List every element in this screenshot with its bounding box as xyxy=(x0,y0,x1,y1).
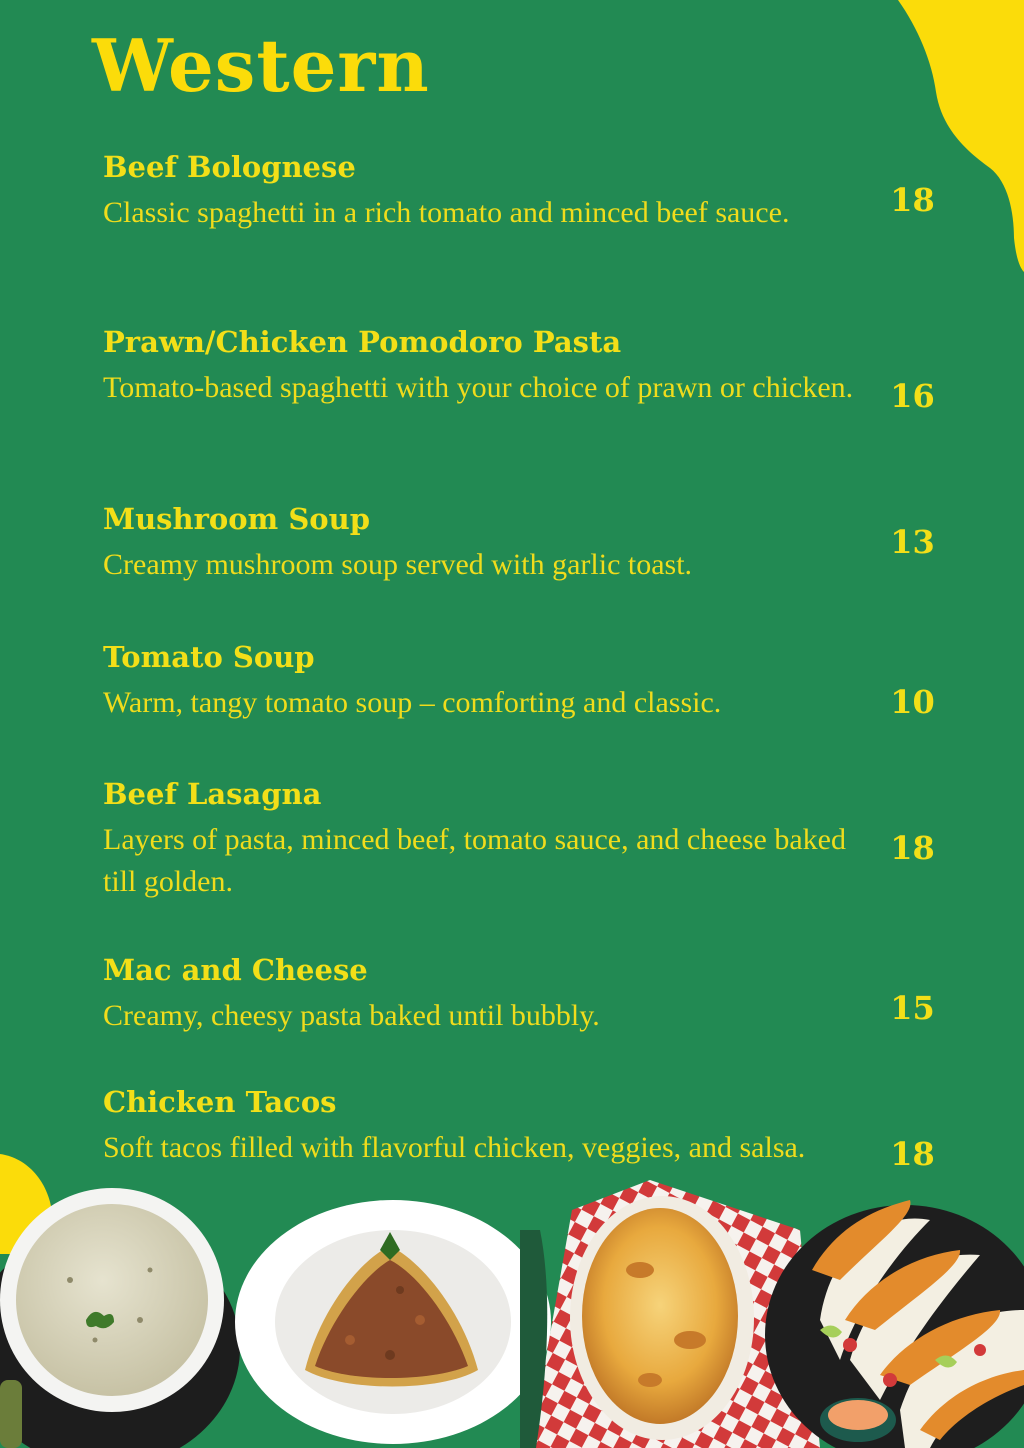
item-name: Beef Bolognese xyxy=(103,150,356,184)
item-name: Mushroom Soup xyxy=(103,502,370,536)
item-name: Beef Lasagna xyxy=(103,777,322,811)
menu-title: Western xyxy=(92,23,430,108)
item-description: Tomato-based spaghetti with your choice of prawn or chicken. xyxy=(103,371,854,404)
item-description: Layers of pasta, minced beef, tomato sauce, and cheese baked till golden. xyxy=(103,823,846,898)
menu-item-beef-bolognese xyxy=(103,150,863,234)
food-photos xyxy=(0,1170,1024,1448)
bolognese-photo xyxy=(235,1200,551,1444)
item-price: 18 xyxy=(890,181,935,219)
item-description: Classic spaghetti in a rich tomato and minced beef sauce. xyxy=(103,196,790,229)
item-description: Warm, tangy tomato soup – comforting and classic. xyxy=(103,686,722,719)
item-price: 13 xyxy=(890,523,935,561)
item-description: Creamy, cheesy pasta baked until bubbly. xyxy=(103,999,600,1032)
menu-item-beef-lasagna xyxy=(103,777,863,903)
item-name: Tomato Soup xyxy=(103,640,315,674)
mushroom-soup-photo xyxy=(0,1188,240,1448)
menu-item-mushroom-soup xyxy=(103,502,863,586)
item-name: Mac and Cheese xyxy=(103,953,368,987)
menu-item-chicken-tacos xyxy=(103,1085,863,1169)
item-price: 18 xyxy=(890,829,935,867)
menu-item-mac-and-cheese xyxy=(103,953,863,1037)
chicken-tacos-photo xyxy=(765,1200,1024,1448)
item-description: Creamy mushroom soup served with garlic toast. xyxy=(103,548,693,581)
menu-item-tomato-soup xyxy=(103,640,863,724)
menu-item-pomodoro-pasta xyxy=(103,325,863,409)
item-price: 10 xyxy=(890,683,935,721)
item-price: 18 xyxy=(890,1135,935,1173)
item-price: 15 xyxy=(890,989,935,1027)
item-name: Chicken Tacos xyxy=(103,1085,337,1119)
item-description: Soft tacos filled with flavorful chicken, veggies, and salsa. xyxy=(103,1131,806,1164)
item-name: Prawn/Chicken Pomodoro Pasta xyxy=(103,325,622,359)
item-price: 16 xyxy=(890,377,935,415)
